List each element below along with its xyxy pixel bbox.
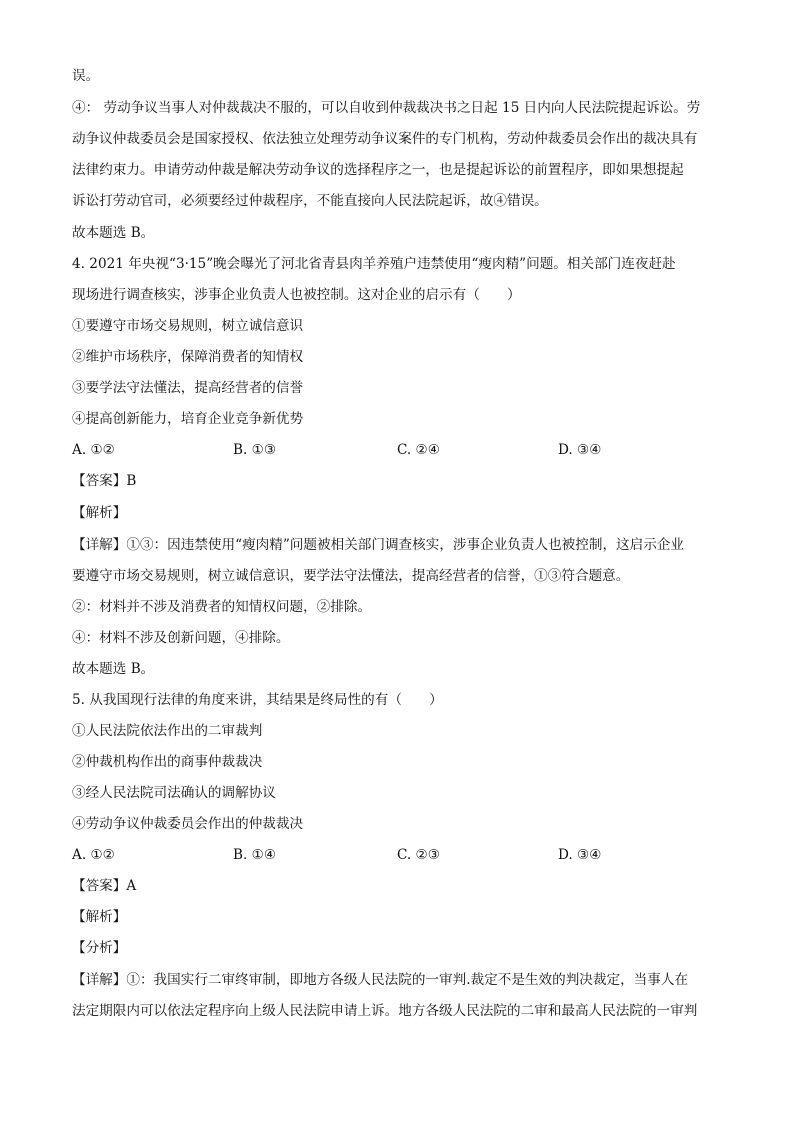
option-c: C. ②③ <box>397 847 440 863</box>
question-4-options <box>72 440 722 460</box>
analysis-label: 【解析】 <box>72 505 127 521</box>
question-4-stem: 4. 2021 年央视“3·15”晚会曝光了河北省青县肉羊养殖户违禁使用“瘦肉精”问题。相关部门连夜赶赴 <box>72 256 676 272</box>
question-5-options <box>72 845 722 865</box>
paragraph-continuation: 误。 <box>72 68 100 84</box>
paragraph-line: 动争议仲裁委员会是国家授权、依法独立处理劳动争议案件的专门机构，劳动仲裁委员会作出的裁决具有 <box>72 131 698 147</box>
question-5-item: ②仲裁机构作出的商事仲裁裁决 <box>72 754 263 770</box>
option-b: B. ①④ <box>233 847 277 863</box>
question-5-item: ①人民法院依法作出的二审裁判 <box>72 723 263 739</box>
question-5-stem: 5. 从我国现行法律的角度来讲，其结果是终局性的有（ ） <box>72 692 443 708</box>
detail-line: 【详解】①③：因违禁使用“瘦肉精”问题被相关部门调查核实，涉事企业负责人也被控制，这启示企业 <box>72 537 685 553</box>
analysis-label: 【解析】 <box>72 909 127 925</box>
paragraph-line: ④： 劳动争议当事人对仲裁裁决不服的，可以自收到仲裁裁决书之日起 15 日内向人民法院提起诉讼。劳 <box>72 100 701 116</box>
detail-line: 法定期限内可以依法定程序向上级人民法院申请上诉。地方各级人民法院的二审和最高人民法院的一审判 <box>72 1003 698 1019</box>
detail-line: 【详解】①：我国实行二审终审制，即地方各级人民法院的一审判.裁定不是生效的判决裁定，当事人在 <box>72 972 689 988</box>
question-5-item: ③经人民法院司法确认的调解协议 <box>72 785 276 801</box>
question-4-item: ③要学法守法懂法，提高经营者的信誉 <box>72 380 304 396</box>
detail-line: ④：材料不涉及创新问题，④排除。 <box>72 630 290 646</box>
answer-label: 【答案】A <box>72 878 137 894</box>
question-5-item: ④劳动争议仲裁委员会作出的仲裁裁决 <box>72 816 304 832</box>
paragraph-line: 诉讼打劳动官司，必须要经过仲裁程序，不能直接向人民法院起诉，故④错误。 <box>72 193 548 209</box>
option-a: A. ①② <box>72 442 115 458</box>
paragraph-line: 故本题选 B。 <box>72 225 155 241</box>
option-a: A. ①② <box>72 847 115 863</box>
option-c: C. ②④ <box>397 442 440 458</box>
detail-line: 故本题选 B。 <box>72 661 155 677</box>
paragraph-line: 法律约束力。申请劳动仲裁是解决劳动争议的选择程序之一，也是提起诉讼的前置程序，即如果想提起 <box>72 162 684 178</box>
detail-line: 要遵守市场交易规则，树立诚信意识，要学法守法懂法，提高经营者的信誉，①③符合题意。 <box>72 568 630 584</box>
option-d: D. ③④ <box>558 442 602 458</box>
answer-label: 【答案】B <box>72 473 137 489</box>
detail-line: ②：材料并不涉及消费者的知情权问题，②排除。 <box>72 599 372 615</box>
question-4-item: ①要遵守市场交易规则，树立诚信意识 <box>72 318 304 334</box>
option-b: B. ①③ <box>233 442 277 458</box>
question-4-item: ④提高创新能力，培育企业竞争新优势 <box>72 411 304 427</box>
question-4-item: ②维护市场秩序，保障消费者的知情权 <box>72 349 304 365</box>
fenxi-label: 【分析】 <box>72 940 127 956</box>
option-d: D. ③④ <box>558 847 602 863</box>
question-4-stem: 现场进行调查核实，涉事企业负责人也被控制。这对企业的启示有（ ） <box>72 287 521 303</box>
